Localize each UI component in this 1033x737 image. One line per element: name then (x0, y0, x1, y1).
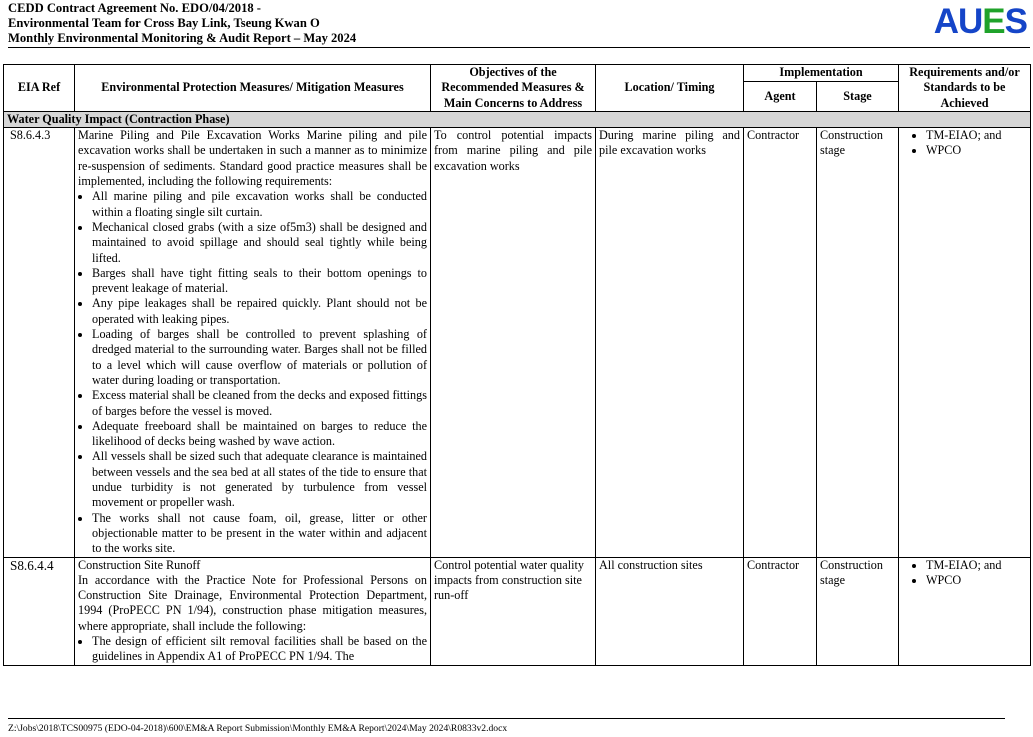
measure-bullet-list (78, 189, 427, 556)
agent-cell: Contractor (744, 128, 817, 557)
header-line-report: Monthly Environmental Monitoring & Audit Report – May 2024 (8, 31, 357, 45)
standards-list (902, 128, 1027, 159)
header-implementation: Implementation (744, 65, 899, 82)
eia-ref-cell: S8.6.4.4 (4, 557, 75, 665)
list-item: • Excess material shall be cleaned from the decks and exposed fittings of barges before the vessel is moved. (92, 388, 427, 419)
list-item: • WPCO (926, 143, 1027, 158)
objective-cell: To control potential impacts from marine piling and pile excavation works (431, 128, 596, 557)
footer-divider (8, 718, 1005, 719)
header-location: Location/ Timing (596, 65, 744, 112)
header-agent: Agent (744, 81, 817, 111)
header-measures: Environmental Protection Measures/ Mitigation Measures (75, 65, 431, 112)
stage-cell: Construction stage (817, 557, 899, 665)
header-line-contract: CEDD Contract Agreement No. EDO/04/2018 - (8, 1, 262, 15)
header-eia-ref: EIA Ref (4, 65, 75, 112)
list-item: • Any pipe leakages shall be repaired quickly. Plant should not be operated with leaking pipes. (92, 296, 427, 327)
footer-file-path: Z:\Jobs\2018\TCS00975 (EDO-04-2018)\600\EM&A Report Submission\Monthly EM&A Report\2024\May 2024\R0833v2.docx (8, 723, 508, 734)
standards-list (902, 558, 1027, 589)
stage-cell: Construction stage (817, 128, 899, 557)
section-title: Water Quality Impact (Contraction Phase) (4, 111, 1031, 127)
list-item: • Mechanical closed grabs (with a size of5m3) shall be designed and maintained to avoid spillage and should seal tightly while being lifted. (92, 220, 427, 266)
measure-title: Construction Site Runoff (78, 557, 201, 572)
list-item: • Adequate freeboard shall be maintained on barges to reduce the likelihood of decks being washed by wave action. (92, 419, 427, 450)
agent-cell: Contractor (744, 557, 817, 665)
table-row (4, 557, 1031, 665)
header-requirements: Requirements and/or Standards to be Achieved (899, 65, 1031, 112)
list-item: • TM-EIAO; and (926, 558, 1027, 573)
measure-intro: In accordance with the Practice Note for Professional Persons on Construction Site Drainage, Environmental Protection Department, 1994 (ProPECC PN 1/94), construction phase mitigation measures, where appropriate, shall include the following: (78, 572, 427, 633)
header-line-team: Environmental Team for Cross Bay Link, Tseung Kwan O (8, 16, 320, 30)
mitigation-measures-table (3, 64, 1031, 666)
measure-intro: Marine Piling and Pile Excavation Works Marine piling and pile excavation works shall be undertaken in such a manner as to minimize re-suspension of sediments. Standard good practice measures shall be implemented, including the following requirements: (78, 128, 427, 189)
standards-cell (899, 128, 1031, 557)
standards-cell (899, 557, 1031, 665)
header-divider (8, 47, 1030, 48)
list-item: • All marine piling and pile excavation works shall be conducted within a floating single silt curtain. (92, 189, 427, 220)
measures-cell (75, 557, 431, 665)
eia-ref-cell: S8.6.4.3 (4, 128, 75, 557)
list-item: • TM-EIAO; and (926, 128, 1027, 143)
list-item: • The design of efficient silt removal facilities shall be based on the guidelines in Appendix A1 of ProPECC PN 1/94. The (92, 634, 427, 665)
header-objectives: Objectives of the Recommended Measures & Main Concerns to Address (431, 65, 596, 112)
objective-cell: Control potential water quality impacts from construction site run-off (431, 557, 596, 665)
measures-cell (75, 128, 431, 557)
document-header (8, 1, 708, 46)
header-stage: Stage (817, 81, 899, 111)
list-item: • The works shall not cause foam, oil, grease, litter or other objectionable matter to be present in the water within and adjacent to the works site. (92, 511, 427, 557)
list-item: • Loading of barges shall be controlled to prevent splashing of dredged material to the surrounding water. Barges shall not be filled to a level which will cause overflow of materials or pollution of water during loading or transportation. (92, 327, 427, 388)
list-item: • Barges shall have tight fitting seals to their bottom openings to prevent leakage of material. (92, 266, 427, 297)
table-row (4, 128, 1031, 557)
list-item: • WPCO (926, 573, 1027, 588)
location-cell: During marine piling and pile excavation works (596, 128, 744, 557)
aues-logo: AUES (933, 2, 1027, 41)
location-cell: All construction sites (596, 557, 744, 665)
measure-bullet-list (78, 634, 427, 665)
list-item: • All vessels shall be sized such that adequate clearance is maintained between vessels and the sea bed at all states of the tide to ensure that undue turbidity is not generated by turbulence from vessel movement or propeller wash. (92, 449, 427, 510)
